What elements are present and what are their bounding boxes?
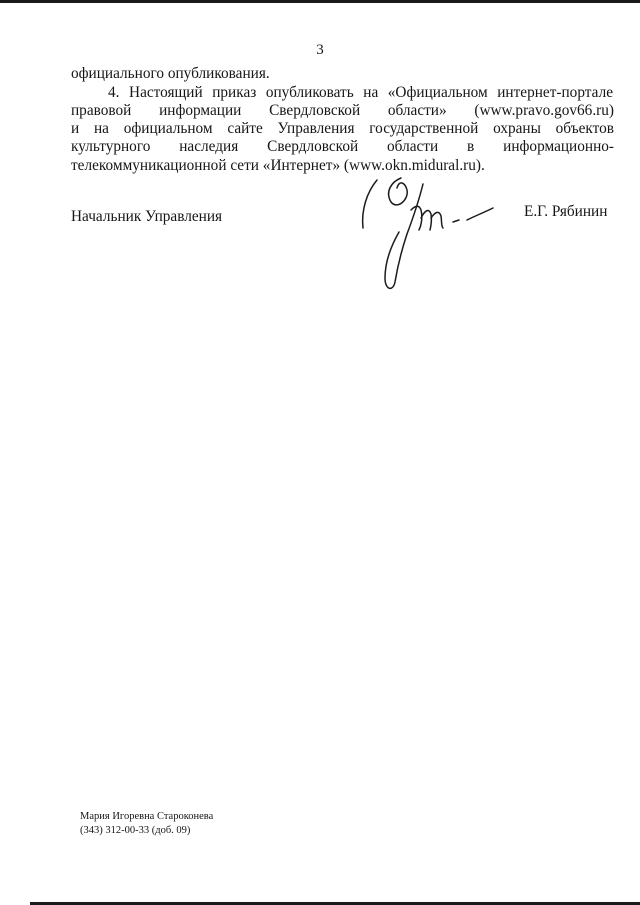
page-number: 3 [316,42,324,58]
handwritten-signature [355,170,495,300]
body-line-3: правовой информации Свердловской области» (www.pravo.gov66.ru) [71,102,614,119]
body-line-4: и на официальном сайте Управления государственной охраны объектов [71,120,614,137]
top-scan-edge [0,0,640,3]
executor-phone: (343) 312-00-33 (доб. 09) [80,825,191,836]
signatory-name: Е.Г. Рябинин [524,203,608,220]
executor-name: Мария Игоревна Староконева [80,811,214,822]
body-line-1: официального опубликования. [71,65,270,82]
body-line-5: культурного наследия Свердловской области в информационно- [71,138,614,155]
signatory-position: Начальник Управления [71,208,223,225]
body-line-6: телекоммуникационной сети «Интернет» (www.okn.midural.ru). [71,157,485,174]
body-line-2: 4. Настоящий приказ опубликовать на «Официальном интернет-портале [108,84,613,101]
